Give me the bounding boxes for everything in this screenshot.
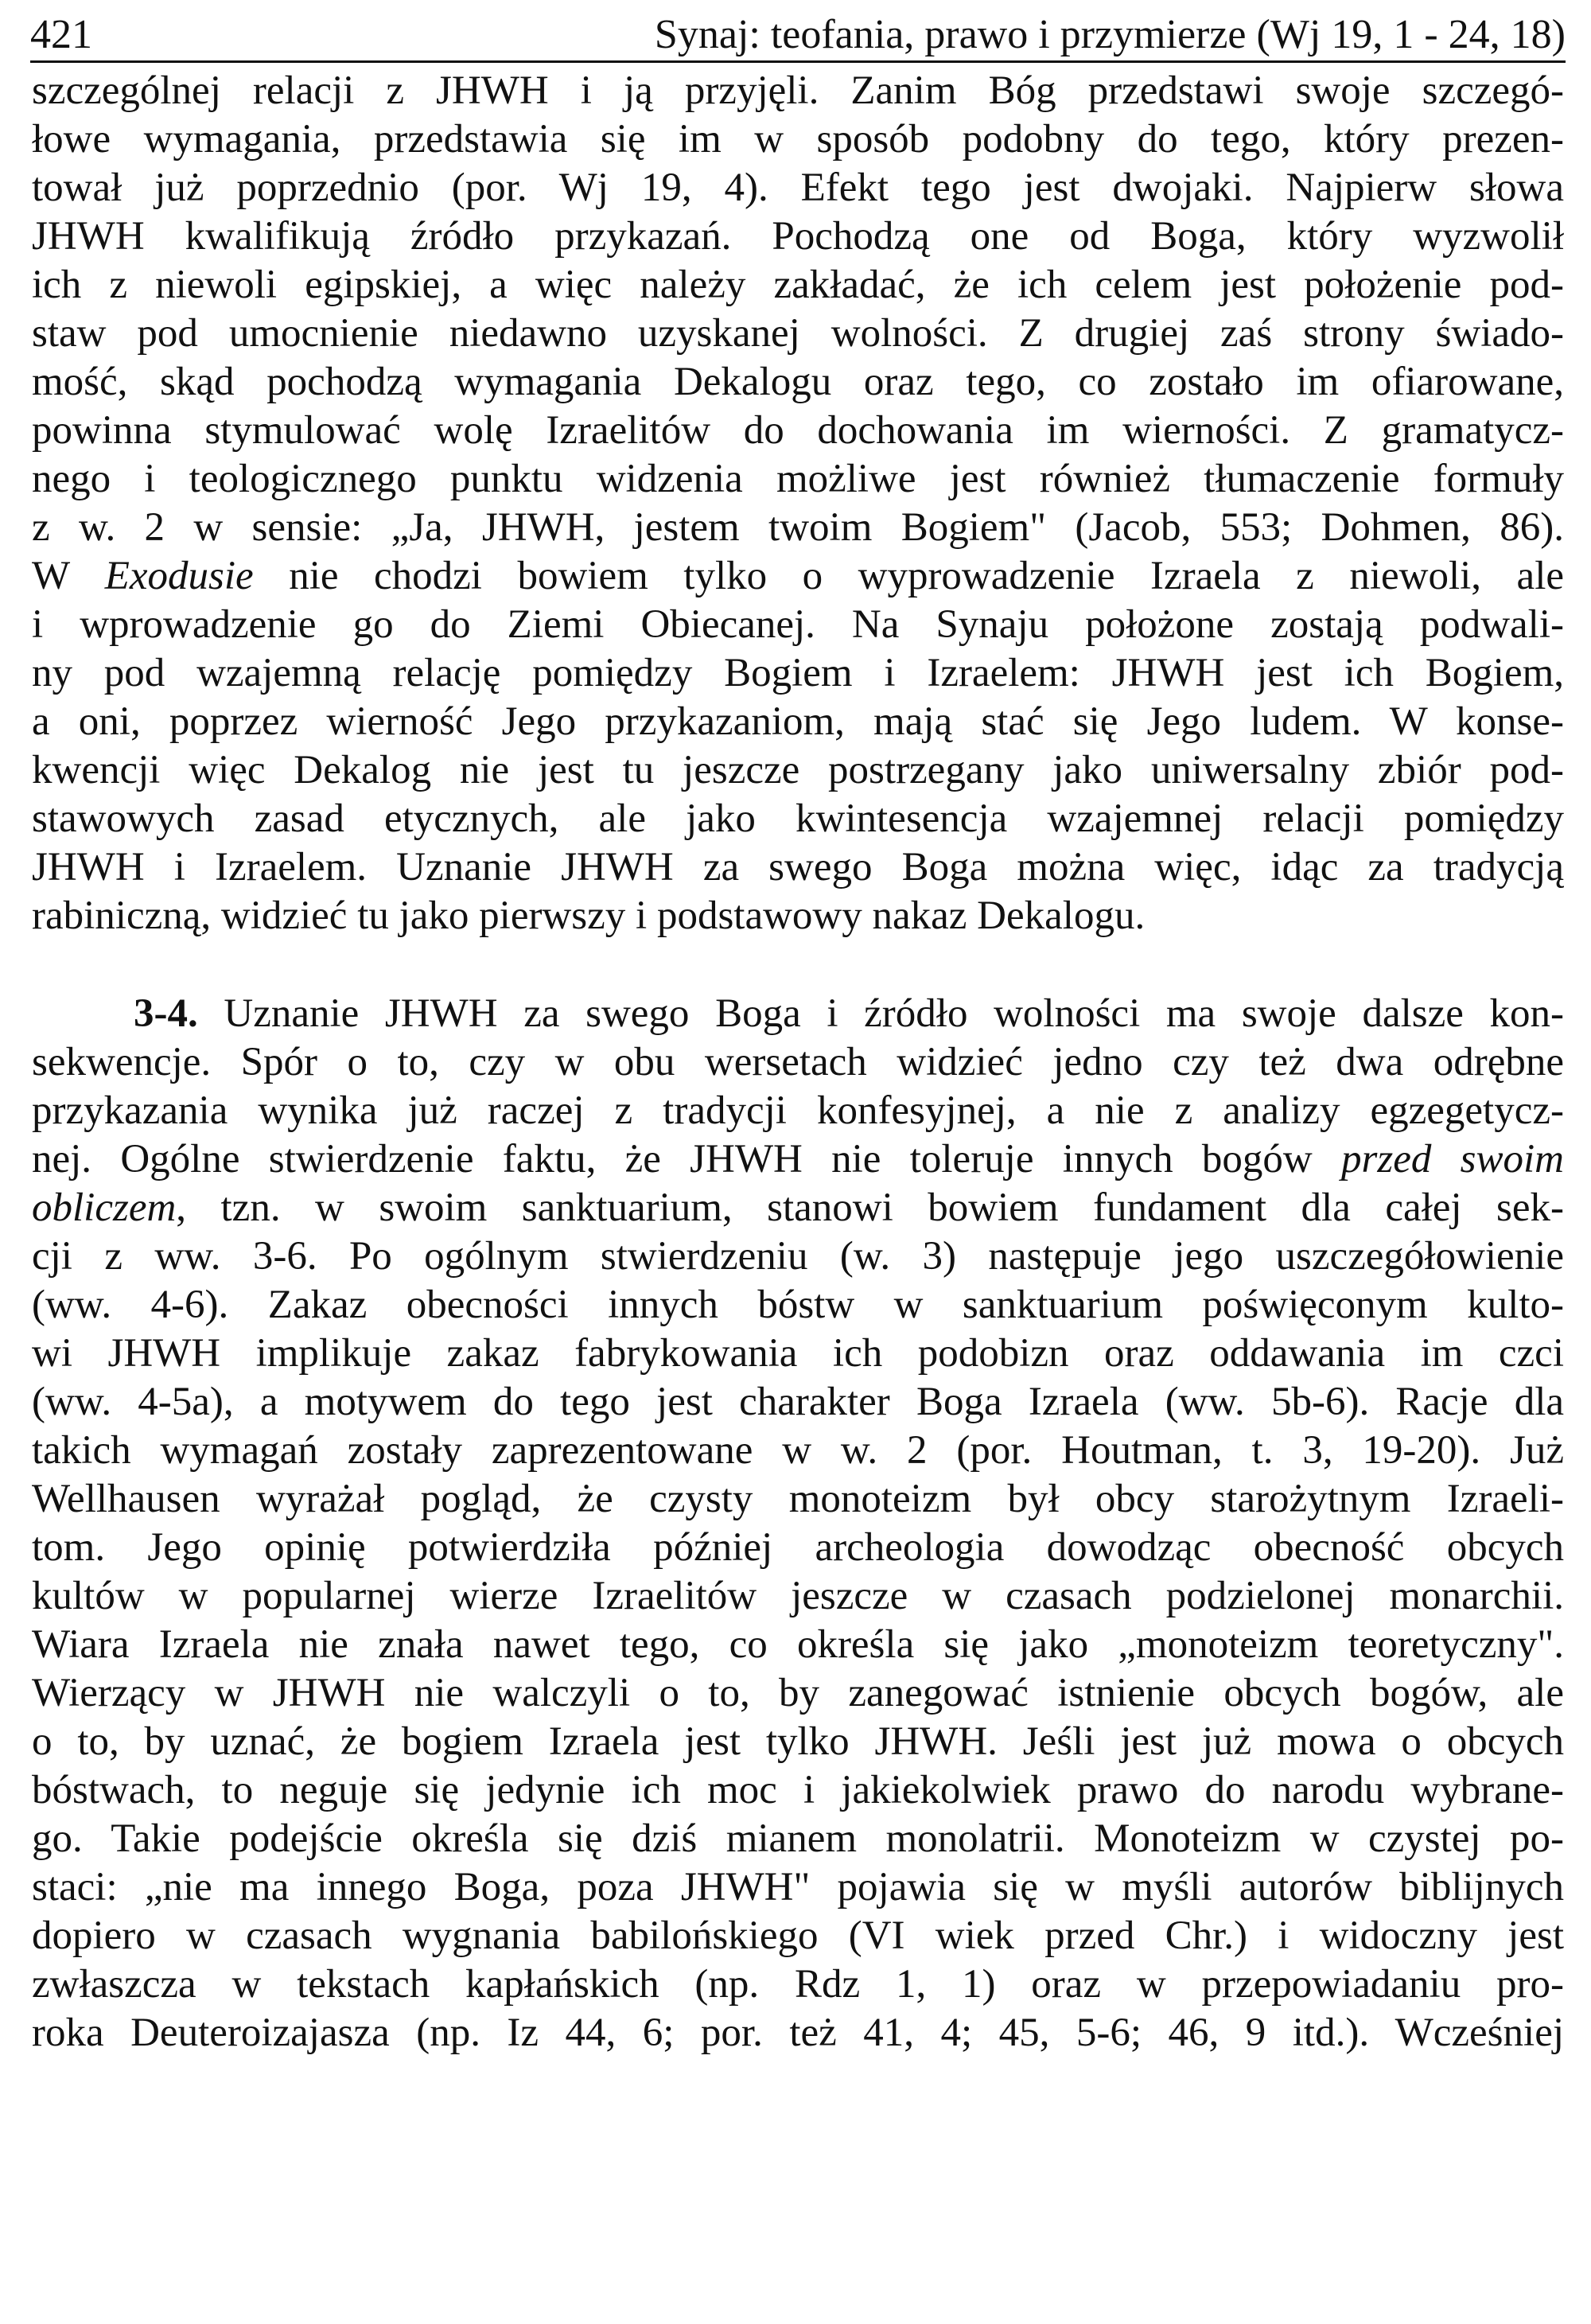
running-title: Synaj: teofania, prawo i przymierze (Wj 19, 1 - 24, 18) <box>654 12 1566 57</box>
section-number: 3-4. <box>134 991 198 1036</box>
text-line: łowe wymagania, przedstawia się im w sposób podobny do tego, który prezen- <box>32 117 1564 162</box>
text-line: przykazania wynika już raczej z tradycji konfesyjnej, a nie z analizy egzegetycz- <box>32 1088 1564 1133</box>
text-line: Wellhausen wyrażał pogląd, że czysty monoteizm był obcy starożytnym Izraeli- <box>32 1477 1564 1521</box>
page-header <box>30 10 1566 63</box>
text-line: staw pod umocnienie niedawno uzyskanej wolności. Z drugiej zaś strony świado- <box>32 311 1564 356</box>
text-line: i wprowadzenie go do Ziemi Obiecanej. Na Synaju położone zostają podwali- <box>32 602 1564 647</box>
text-line: rabiniczną, widzieć tu jako pierwszy i podstawowy nakaz Dekalogu. <box>32 893 1146 938</box>
paragraph-1 <box>32 67 1564 940</box>
text-line: o to, by uznać, że bogiem Izraela jest tylko JHWH. Jeśli jest już mowa o obcych <box>32 1719 1564 1764</box>
text-line: go. Takie podejście określa się dziś mianem monolatrii. Monoteizm w czystej po- <box>32 1816 1564 1861</box>
text-line: JHWH i Izraelem. Uznanie JHWH za swego Boga można więc, idąc za tradycją <box>32 845 1564 890</box>
text-line: tował już poprzednio (por. Wj 19, 4). Efekt tego jest dwojaki. Najpierw słowa <box>32 165 1564 210</box>
text-line: cji z ww. 3-6. Po ogólnym stwierdzeniu (w. 3) następuje jego uszczegółowienie <box>32 1234 1564 1279</box>
text-line: szczególnej relacji z JHWH i ją przyjęli. Zanim Bóg przedstawi swoje szczegó- <box>32 68 1564 113</box>
text-line: Wierzący w JHWH nie walczyli o to, by zanegować istnienie obcych bogów, ale <box>32 1671 1564 1715</box>
text-line: powinna stymulować wolę Izraelitów do dochowania im wierności. Z gramatycz- <box>32 408 1564 453</box>
text-line: staci: „nie ma innego Boga, poza JHWH" pojawia się w myśli autorów biblijnych <box>32 1865 1564 1909</box>
italic-term-exodusie: Exodusie <box>104 554 254 598</box>
text-line-exodus <box>32 552 1564 601</box>
text-line-section-start <box>32 990 1564 1038</box>
text-line: bóstwach, to neguje się jedynie ich moc i jakiekolwiek prawo do narodu wybrane- <box>32 1768 1564 1812</box>
text-line: wi JHWH implikuje zakaz fabrykowania ich podobizn oraz oddawania im czci <box>32 1331 1564 1376</box>
text-line: ich z niewoli egipskiej, a więc należy zakładać, że ich celem jest położenie pod- <box>32 263 1564 307</box>
text-line: takich wymagań zostały zaprezentowane w w. 2 (por. Houtman, t. 3, 19-20). Już <box>32 1428 1564 1473</box>
paragraph-2 <box>32 990 1564 2057</box>
italic-phrase: obliczem <box>32 1185 177 1230</box>
page-number: 421 <box>30 12 92 57</box>
text-line: (ww. 4-6). Zakaz obecności innych bóstw w sanktuarium poświęconym kulto- <box>32 1283 1564 1327</box>
text-line: JHWH kwalifikują źródło przykazań. Pochodzą one od Boga, który wyzwolił <box>32 214 1564 259</box>
text-line: nego i teologicznego punktu widzenia możliwe jest również tłumaczenie formuły <box>32 457 1564 501</box>
text-line: stawowych zasad etycznych, ale jako kwintesencja wzajemnej relacji pomiędzy <box>32 796 1564 841</box>
text-line: Wiara Izraela nie znała nawet tego, co określa się jako „monoteizm teoretyczny". <box>32 1622 1564 1667</box>
text-line: a oni, poprzez wierność Jego przykazaniom, mają stać się Jego ludem. W konse- <box>32 699 1564 744</box>
paragraph-gap <box>32 940 1564 990</box>
text-line: mość, skąd pochodzą wymagania Dekalogu oraz tego, co zostało im ofiarowane, <box>32 360 1564 404</box>
text-line-italic <box>32 1135 1564 1184</box>
text-line-italic <box>32 1184 1564 1232</box>
text-line: tom. Jego opinię potwierdziła później archeologia dowodząc obecność obcych <box>32 1525 1564 1570</box>
text-line: (ww. 4-5a), a motywem do tego jest charakter Boga Izraela (ww. 5b-6). Racje dla <box>32 1380 1564 1424</box>
text-segment: nie chodzi bowiem tylko o wyprowadzenie Izraela z niewoli, ale <box>253 554 1564 598</box>
text-line: dopiero w czasach wygnania babilońskiego (VI wiek przed Chr.) i widoczny jest <box>32 1913 1564 1958</box>
text-line: z w. 2 w sensie: „Ja, JHWH, jestem twoim Bogiem" (Jacob, 553; Dohmen, 86). <box>32 505 1564 550</box>
text-line: zwłaszcza w tekstach kapłańskich (np. Rdz 1, 1) oraz w przepowiadaniu pro- <box>32 1962 1564 2007</box>
text-line: kwencji więc Dekalog nie jest tu jeszcze postrzegany jako uniwersalny zbiór pod- <box>32 748 1564 792</box>
text-segment: Uznanie JHWH za swego Boga i źródło wolności ma swoje dalsze kon- <box>197 991 1564 1036</box>
text-segment: , tzn. w swoim sanktuarium, stanowi bowiem fundament dla całej sek- <box>176 1185 1564 1230</box>
body-text <box>32 67 1564 2057</box>
text-line: roka Deuteroizajasza (np. Iz 44, 6; por. też 41, 4; 45, 5-6; 46, 9 itd.). Wcześniej <box>32 2011 1564 2055</box>
text-line: kultów w popularnej wierze Izraelitów jeszcze w czasach podzielonej monarchii. <box>32 1574 1564 1618</box>
text-line: ny pod wzajemną relację pomiędzy Bogiem i Izraelem: JHWH jest ich Bogiem, <box>32 651 1564 695</box>
text-segment: nej. Ogólne stwierdzenie faktu, że JHWH nie toleruje innych bogów <box>32 1137 1341 1181</box>
italic-phrase: przed swoim <box>1341 1137 1564 1181</box>
text-segment: W <box>32 554 105 598</box>
text-line: sekwencje. Spór o to, czy w obu wersetach widzieć jedno czy też dwa odrębne <box>32 1040 1564 1084</box>
